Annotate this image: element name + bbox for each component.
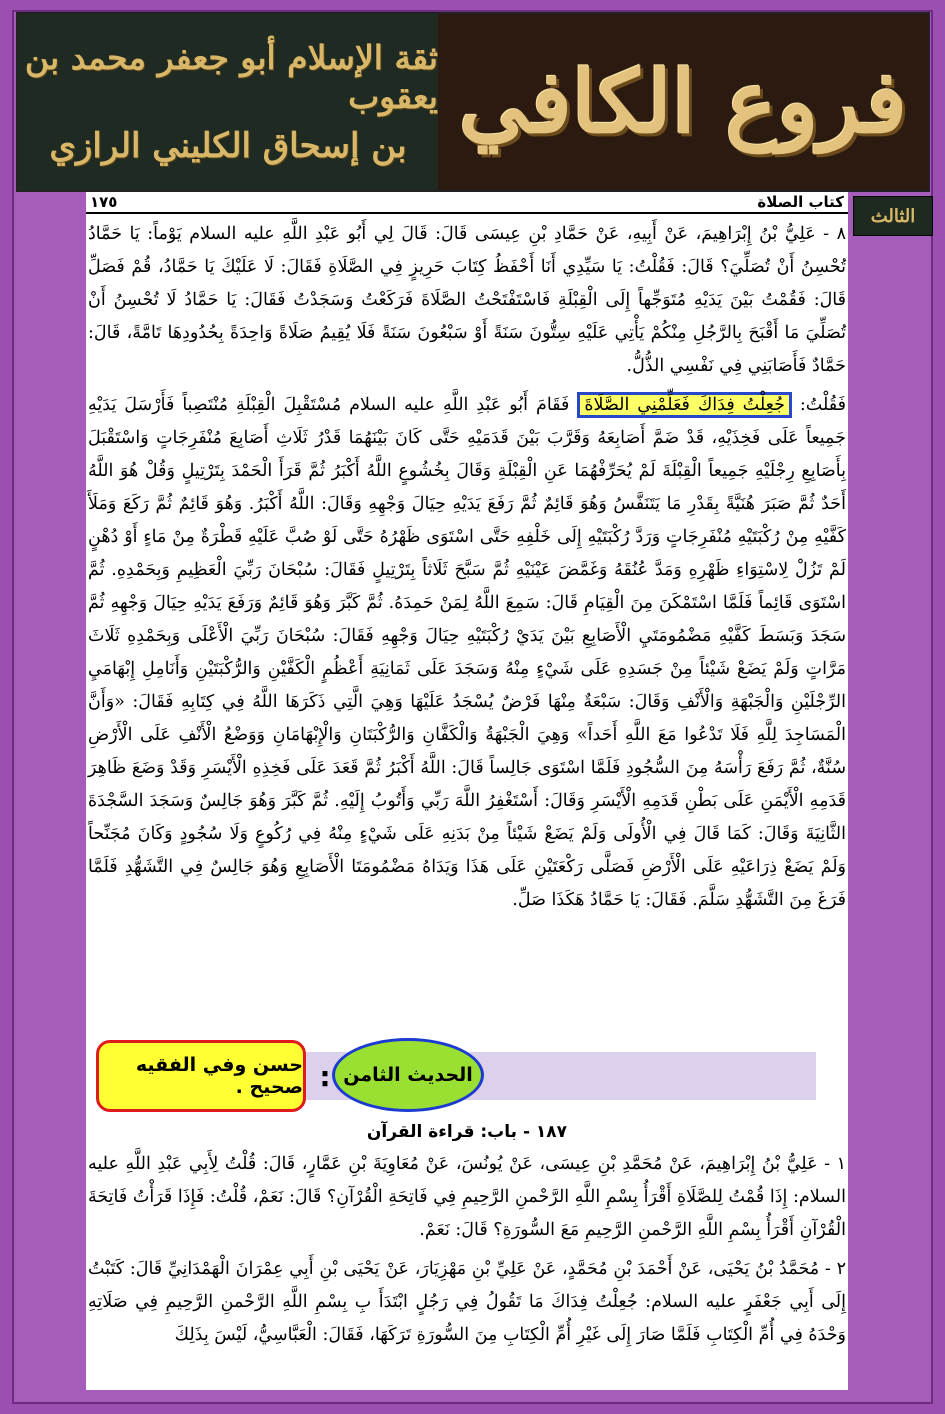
chapter-hadith-1: ١ - عَلِيُّ بْنُ إِبْرَاهِيمَ، عَنْ مُحَمَّدِ بْنِ عِيسَى، عَنْ يُونُسَ، عَنْ مُعَاوِيَةَ بْنِ عَمَّارٍ، قَالَ: قُلْتُ لِأَبِي عَبْدِ اللَّهِ عليه السلام: إِذَا قُمْتُ لِلصَّلَاةِ أَقْرَأُ بِسْمِ اللَّهِ الرَّحْمنِ الرَّحِيمِ فِي فَاتِحَةِ الْقُرْآنِ؟ قَالَ: نَعَمْ، قُلْتُ: فَإِذَا قَرَأْتُ فَاتِحَةَ الْقُرْآنِ أَقْرَأُ بِسْمِ اللَّهِ الرَّحْمنِ الرَّحِيمِ مَعَ السُّورَةِ؟ قَالَ: نَعَمْ. [88,1154,846,1240]
title-banner [438,14,928,190]
page-number: ١٧٥ [90,193,118,211]
para2-rest: فَقَامَ أَبُو عَبْدِ اللَّهِ عليه السلام مُسْتَقْبِلَ الْقِبْلَةِ مُنْتَصِباً فَأَرْسَلَ يَدَيْهِ جَمِيعاً عَلَى فَخِذَيْهِ، قَدْ ضَمَّ أَصَابِعَهُ وَقَرَّبَ بَيْنَ قَدَمَيْهِ حَتَّى كَانَ بَيْنَهُمَا قَدْرُ ثَلَاثِ أَصَابِعَ مُنْفَرِجَاتٍ وَاسْتَقْبَلَ بِأَصَابِعِ رِجْلَيْهِ جَمِيعاً الْقِبْلَةَ لَمْ يُحَرِّفْهُمَا عَنِ الْقِبْلَةِ وَقَالَ بِخُشُوعٍ اللَّهُ أَكْبَرُ ثُمَّ قَرَأَ الْحَمْدَ بِتَرْتِيلٍ وَقُلْ هُوَ اللَّهُ أَحَدٌ ثُمَّ صَبَرَ هُنَيَّةً بِقَدْرِ مَا يَتَنَفَّسُ وَهُوَ قَائِمٌ ثُمَّ رَفَعَ يَدَيْهِ حِيَالَ وَجْهِهِ وَقَالَ: اللَّهُ أَكْبَرُ. وَهُوَ قَائِمٌ ثُمَّ رَكَعَ وَمَلَأَ كَفَّيْهِ مِنْ رُكْبَتَيْهِ مُنْفَرِجَاتٍ وَرَدَّ رُكْبَتَيْهِ إِلَى خَلْفِهِ حَتَّى اسْتَوَى ظَهْرُهُ حَتَّى لَوْ صُبَّ عَلَيْهِ قَطْرَةٌ مِنْ مَاءٍ أَوْ دُهْنٍ لَمْ تَزُلْ لِاسْتِوَاءِ ظَهْرِهِ وَمَدَّ عُنُقَهُ وَغَمَّضَ عَيْنَيْهِ ثُمَّ سَبَّحَ ثَلَاثاً بِتَرْتِيلٍ فَقَالَ: سُبْحَانَ رَبِّيَ الْعَظِيمِ وَبِحَمْدِهِ. ثُمَّ اسْتَوَى قَائِماً فَلَمَّا اسْتَمْكَنَ مِنَ الْقِيَامِ قَالَ: سَمِعَ اللَّهُ لِمَنْ حَمِدَهُ. ثُمَّ كَبَّرَ وَهُوَ قَائِمٌ وَرَفَعَ يَدَيْهِ حِيَالَ وَجْهِهِ ثُمَّ سَجَدَ وَبَسَطَ كَفَّيْهِ مَضْمُومَتَيِ الْأَصَابِعِ بَيْنَ يَدَيْ رُكْبَتَيْهِ حِيَالَ وَجْهِهِ فَقَالَ: سُبْحَانَ رَبِّيَ الْأَعْلَى وَبِحَمْدِهِ ثَلَاثَ مَرَّاتٍ وَلَمْ يَضَعْ شَيْئاً مِنْ جَسَدِهِ عَلَى شَيْءٍ مِنْهُ وَسَجَدَ عَلَى ثَمَانِيَةِ أَعْظُمٍ الْكَفَّيْنِ وَالرُّكْبَتَيْنِ وَأَنَامِلِ إِبْهَامَيِ الرِّجْلَيْنِ وَالْجَبْهَةِ وَالْأَنْفِ وَقَالَ: سَبْعَةٌ مِنْهَا فَرْضٌ يُسْجَدُ عَلَيْهَا وَهِيَ الَّتِي ذَكَرَهَا اللَّهُ فِي كِتَابِهِ فَقَالَ: «وَأَنَّ الْمَسَاجِدَ لِلَّهِ فَلَا تَدْعُوا مَعَ اللَّهِ أَحَداً» وَهِيَ الْجَبْهَةُ وَالْكَفَّانِ وَالرُّكْبَتَانِ وَالْإِبْهَامَانِ وَوَضْعُ الْأَنْفِ عَلَى الْأَرْضِ سُنَّةٌ، ثُمَّ رَفَعَ رَأْسَهُ مِنَ السُّجُودِ فَلَمَّا اسْتَوَى جَالِساً قَالَ: اللَّهُ أَكْبَرُ ثُمَّ قَعَدَ عَلَى فَخِذِهِ الْأَيْسَرِ وَقَدْ وَضَعَ ظَاهِرَ قَدَمِهِ الْأَيْمَنِ عَلَى بَطْنِ قَدَمِهِ الْأَيْسَرِ وَقَالَ: أَسْتَغْفِرُ اللَّهَ رَبِّي وَأَتُوبُ إِلَيْهِ. ثُمَّ كَبَّرَ وَهُوَ جَالِسٌ وَسَجَدَ السَّجْدَةَ الثَّانِيَةَ وَقَالَ: كَمَا قَالَ فِي الْأُولَى وَلَمْ يَضَعْ شَيْئاً مِنْ بَدَنِهِ عَلَى شَيْءٍ مِنْهُ فِي رُكُوعٍ وَلَا سُجُودٍ وَكَانَ مُجَنِّحاً وَلَمْ يَضَعْ ذِرَاعَيْهِ عَلَى الْأَرْضِ فَصَلَّى رَكْعَتَيْنِ عَلَى هَذَا وَيَدَاهُ مَضْمُومَتَا الْأَصَابِعِ وَهُوَ جَالِسٌ فِي التَّشَهُّدِ فَلَمَّا فَرَغَ مِنَ التَّشَهُّدِ سَلَّمَ. فَقَالَ: يَا حَمَّادُ هَكَذَا صَلِّ. [88,395,846,910]
hadith-grade-box: حسن وفي الفقيه صحيح . [96,1040,306,1112]
volume-label: الثالث [853,196,933,236]
book-page [86,192,848,1390]
chapter-hadith-2: ٢ - مُحَمَّدُ بْنُ يَحْيَى، عَنْ أَحْمَدَ بْنِ مُحَمَّدٍ، عَنْ عَلِيِّ بْنِ مَهْزِيَارَ، عَنْ يَحْيَى بْنِ أَبِي عِمْرَانَ الْهَمْدَانِيِّ قَالَ: كَتَبْتُ إِلَى أَبِي جَعْفَرٍ عليه السلام: جُعِلْتُ فِدَاكَ مَا تَقُولُ فِي رَجُلٍ ابْتَدَأَ بِ بِسْمِ اللَّهِ الرَّحْمنِ الرَّحِيمِ فِي صَلَاتِهِ وَحْدَهُ فِي أُمِّ الْكِتَابِ فَلَمَّا صَارَ إِلَى غَيْرِ أُمِّ الْكِتَابِ مِنَ السُّورَةِ تَرَكَهَا، فَقَالَ: الْعَبَّاسِيُّ، لَيْسَ بِذَلِكَ [88,1259,846,1345]
hadith-8-paragraph-2 [88,389,846,917]
hadith-8-text [86,218,848,923]
grade-separator: : [319,1059,331,1093]
chapter-heading: ١٨٧ - باب: قراءة القرآن [366,1122,568,1142]
hadith-8-paragraph-1: ٨ - عَلِيُّ بْنُ إِبْرَاهِيمَ، عَنْ أَبِيهِ، عَنْ حَمَّادِ بْنِ عِيسَى قَالَ: قَالَ لِي أَبُو عَبْدِ اللَّهِ عليه السلام يَوْماً: يَا حَمَّادُ تُحْسِنُ أَنْ تُصَلِّيَ؟ قَالَ: فَقُلْتُ: يَا سَيِّدِي أَنَا أَحْفَظُ كِتَابَ حَرِيزٍ فِي الصَّلَاةِ فَقَالَ: لَا عَلَيْكَ يَا حَمَّادُ، قُمْ فَصَلِّ قَالَ: فَقُمْتُ بَيْنَ يَدَيْهِ مُتَوَجِّهاً إِلَى الْقِبْلَةِ فَاسْتَفْتَحْتُ الصَّلَاةَ فَرَكَعْتُ وَسَجَدْتُ فَقَالَ: يَا حَمَّادُ لَا تُحْسِنُ أَنْ تُصَلِّيَ مَا أَقْبَحَ بِالرَّجُلِ مِنْكُمْ يَأْتِي عَلَيْهِ سِتُّونَ سَنَةً أَوْ سَبْعُونَ سَنَةً فَلَا يُقِيمُ صَلَاةً وَاحِدَةً بِحُدُودِهَا تَامَّةً، قَالَ: حَمَّادٌ فَأَصَابَنِي فِي نَفْسِي الذُّلُّ. [88,224,846,376]
hadith-number-label: الحديث الثامن [332,1038,484,1112]
book-title: فروع الكافي [459,51,907,153]
section-title: كتاب الصلاة [757,193,844,211]
author-line-1: ثقة الإسلام أبو جعفر محمد بن يعقوب [24,38,438,116]
book-header-banner [16,12,930,192]
author-banner [18,14,438,190]
running-head [86,192,848,214]
chapter-text [86,1148,848,1358]
hadith-grade-row [96,1038,836,1114]
author-line-2: بن إسحاق الكليني الرازي [49,126,407,166]
para2-lead: فَقُلْتُ: [791,395,846,415]
highlighted-phrase: جُعِلْتُ فِدَاكَ فَعَلِّمْنِي الصَّلَاةَ [577,392,792,418]
